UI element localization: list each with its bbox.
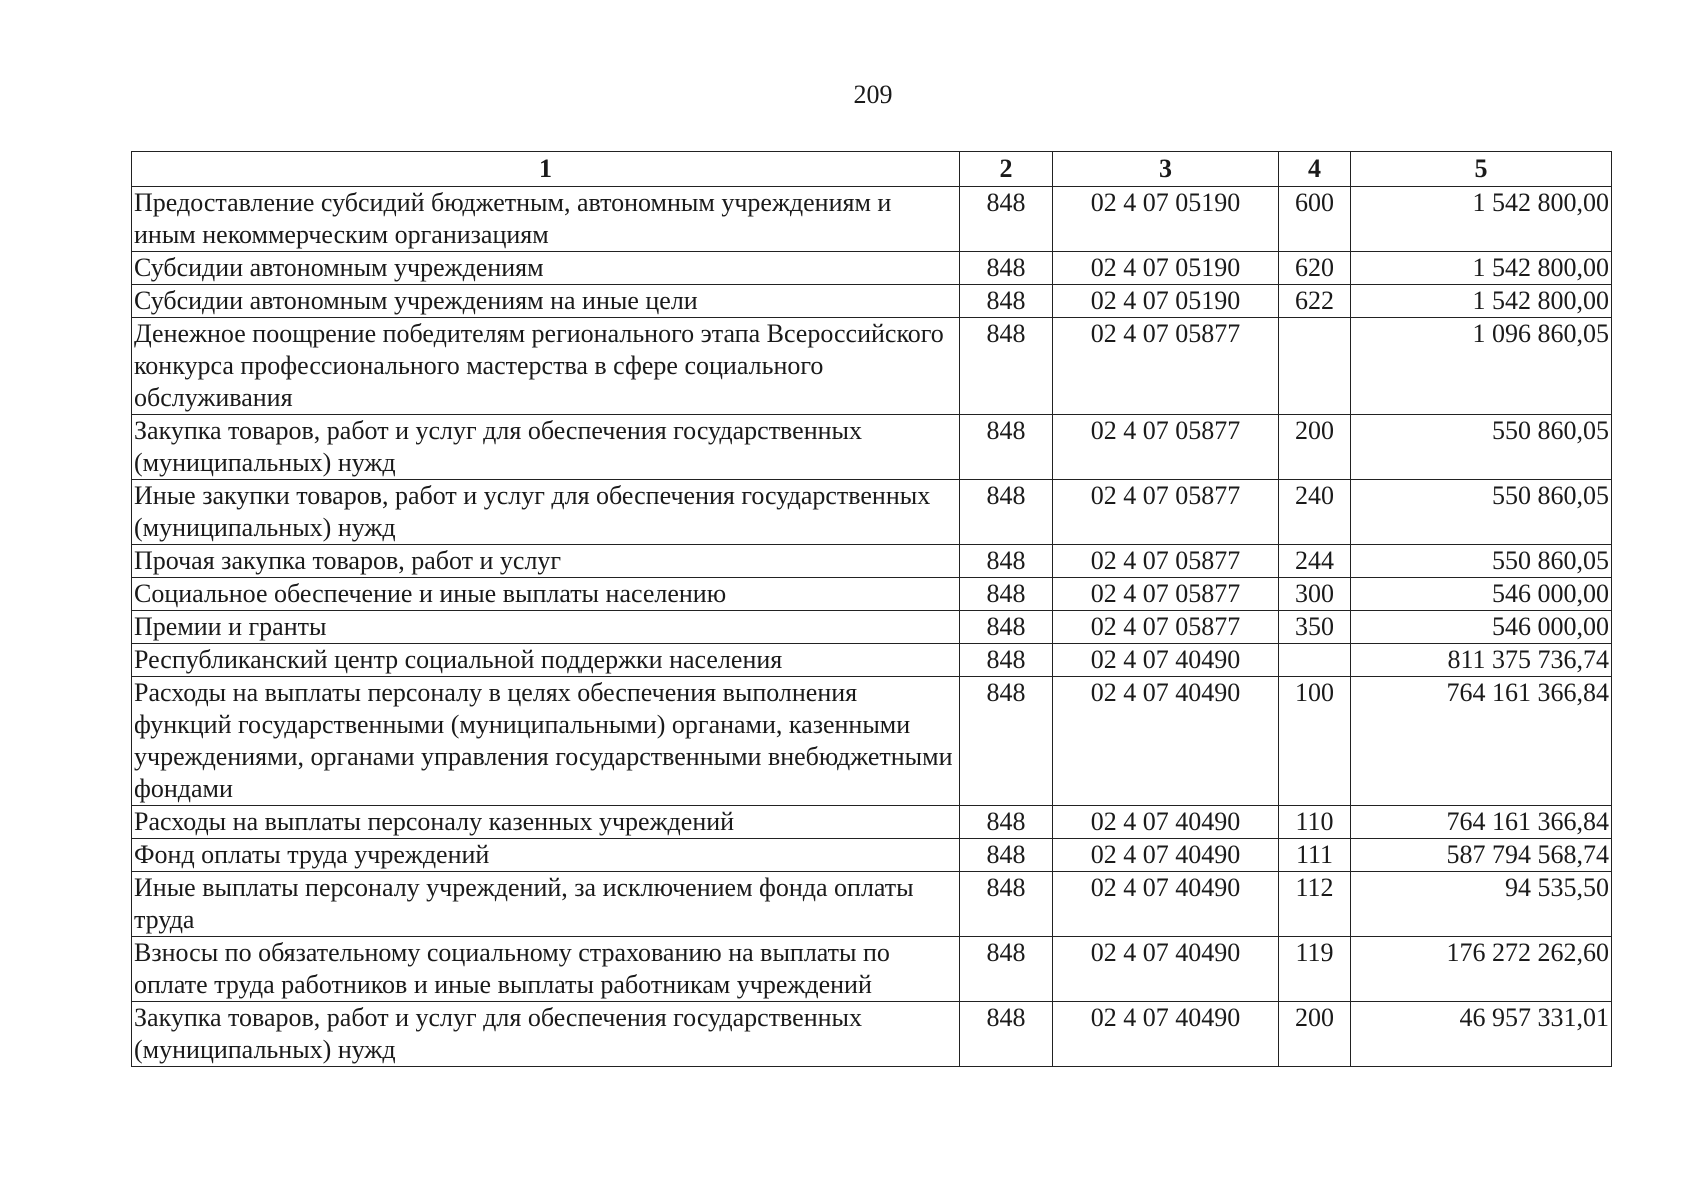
column-header-3: 3 xyxy=(1053,152,1279,187)
cell-ministry-code: 848 xyxy=(960,480,1053,545)
cell-expense-type: 240 xyxy=(1279,480,1351,545)
table-row xyxy=(132,285,1612,318)
cell-name: Закупка товаров, работ и услуг для обеспечения государственных (муниципальных) нужд xyxy=(132,1002,960,1067)
cell-target-article: 02 4 07 05877 xyxy=(1053,415,1279,480)
table-row xyxy=(132,806,1612,839)
cell-ministry-code: 848 xyxy=(960,611,1053,644)
cell-expense-type: 200 xyxy=(1279,415,1351,480)
header-row xyxy=(132,152,1612,187)
cell-target-article: 02 4 07 40490 xyxy=(1053,937,1279,1002)
cell-ministry-code: 848 xyxy=(960,252,1053,285)
cell-target-article: 02 4 07 05877 xyxy=(1053,480,1279,545)
cell-amount: 46 957 331,01 xyxy=(1351,1002,1612,1067)
table-row xyxy=(132,872,1612,937)
cell-expense-type: 622 xyxy=(1279,285,1351,318)
cell-expense-type: 200 xyxy=(1279,1002,1351,1067)
cell-ministry-code: 848 xyxy=(960,578,1053,611)
table-row xyxy=(132,611,1612,644)
cell-target-article: 02 4 07 05190 xyxy=(1053,187,1279,252)
cell-name: Фонд оплаты труда учреждений xyxy=(132,839,960,872)
cell-name: Предоставление субсидий бюджетным, автономным учреждениям и иным некоммерческим организациям xyxy=(132,187,960,252)
cell-amount: 550 860,05 xyxy=(1351,480,1612,545)
cell-target-article: 02 4 07 05190 xyxy=(1053,285,1279,318)
cell-amount: 176 272 262,60 xyxy=(1351,937,1612,1002)
cell-ministry-code: 848 xyxy=(960,644,1053,677)
table-body xyxy=(132,187,1612,1067)
table-row xyxy=(132,318,1612,415)
cell-expense-type: 100 xyxy=(1279,677,1351,806)
cell-name: Прочая закупка товаров, работ и услуг xyxy=(132,545,960,578)
cell-target-article: 02 4 07 40490 xyxy=(1053,644,1279,677)
cell-target-article: 02 4 07 40490 xyxy=(1053,872,1279,937)
cell-amount: 550 860,05 xyxy=(1351,545,1612,578)
cell-target-article: 02 4 07 40490 xyxy=(1053,1002,1279,1067)
cell-amount: 1 542 800,00 xyxy=(1351,252,1612,285)
table-header xyxy=(132,152,1612,187)
table-row xyxy=(132,578,1612,611)
cell-ministry-code: 848 xyxy=(960,839,1053,872)
cell-name: Закупка товаров, работ и услуг для обеспечения государственных (муниципальных) нужд xyxy=(132,415,960,480)
cell-target-article: 02 4 07 05877 xyxy=(1053,318,1279,415)
cell-name: Республиканский центр социальной поддержки населения xyxy=(132,644,960,677)
cell-ministry-code: 848 xyxy=(960,545,1053,578)
cell-expense-type xyxy=(1279,644,1351,677)
cell-ministry-code: 848 xyxy=(960,677,1053,806)
cell-ministry-code: 848 xyxy=(960,318,1053,415)
cell-amount: 811 375 736,74 xyxy=(1351,644,1612,677)
cell-amount: 546 000,00 xyxy=(1351,578,1612,611)
cell-amount: 546 000,00 xyxy=(1351,611,1612,644)
cell-name: Иные закупки товаров, работ и услуг для обеспечения государственных (муниципальных) нужд xyxy=(132,480,960,545)
cell-amount: 1 542 800,00 xyxy=(1351,187,1612,252)
cell-expense-type: 112 xyxy=(1279,872,1351,937)
cell-expense-type: 620 xyxy=(1279,252,1351,285)
cell-name: Расходы на выплаты персоналу в целях обеспечения выполнения функций государственными (муниципальными) органами, казенными учреждениями, органами управления государственными внебюджетными фондами xyxy=(132,677,960,806)
cell-target-article: 02 4 07 05877 xyxy=(1053,545,1279,578)
column-header-5: 5 xyxy=(1351,152,1612,187)
cell-amount: 1 096 860,05 xyxy=(1351,318,1612,415)
cell-ministry-code: 848 xyxy=(960,872,1053,937)
budget-table xyxy=(131,151,1612,1067)
cell-ministry-code: 848 xyxy=(960,937,1053,1002)
table-row xyxy=(132,187,1612,252)
cell-expense-type: 119 xyxy=(1279,937,1351,1002)
page-number: 209 xyxy=(853,80,893,109)
cell-amount: 587 794 568,74 xyxy=(1351,839,1612,872)
cell-amount: 550 860,05 xyxy=(1351,415,1612,480)
table-row xyxy=(132,839,1612,872)
cell-amount: 764 161 366,84 xyxy=(1351,677,1612,806)
table-row xyxy=(132,1002,1612,1067)
cell-name: Субсидии автономным учреждениям xyxy=(132,252,960,285)
cell-ministry-code: 848 xyxy=(960,187,1053,252)
cell-name: Премии и гранты xyxy=(132,611,960,644)
table-row xyxy=(132,252,1612,285)
cell-name: Субсидии автономным учреждениям на иные цели xyxy=(132,285,960,318)
cell-name: Взносы по обязательному социальному страхованию на выплаты по оплате труда работников и иные выплаты работникам учреждений xyxy=(132,937,960,1002)
table-row xyxy=(132,644,1612,677)
cell-name: Расходы на выплаты персоналу казенных учреждений xyxy=(132,806,960,839)
cell-ministry-code: 848 xyxy=(960,1002,1053,1067)
cell-expense-type: 350 xyxy=(1279,611,1351,644)
cell-expense-type: 300 xyxy=(1279,578,1351,611)
cell-amount: 764 161 366,84 xyxy=(1351,806,1612,839)
table-row xyxy=(132,415,1612,480)
cell-target-article: 02 4 07 05190 xyxy=(1053,252,1279,285)
cell-expense-type: 600 xyxy=(1279,187,1351,252)
cell-target-article: 02 4 07 40490 xyxy=(1053,806,1279,839)
cell-expense-type: 244 xyxy=(1279,545,1351,578)
cell-ministry-code: 848 xyxy=(960,806,1053,839)
table-row xyxy=(132,677,1612,806)
cell-ministry-code: 848 xyxy=(960,285,1053,318)
cell-ministry-code: 848 xyxy=(960,415,1053,480)
cell-target-article: 02 4 07 40490 xyxy=(1053,677,1279,806)
cell-target-article: 02 4 07 40490 xyxy=(1053,839,1279,872)
table-row xyxy=(132,480,1612,545)
cell-expense-type xyxy=(1279,318,1351,415)
cell-name: Социальное обеспечение и иные выплаты населению xyxy=(132,578,960,611)
table-row xyxy=(132,545,1612,578)
cell-target-article: 02 4 07 05877 xyxy=(1053,611,1279,644)
cell-target-article: 02 4 07 05877 xyxy=(1053,578,1279,611)
cell-name: Денежное поощрение победителям регионального этапа Всероссийского конкурса профессионального мастерства в сфере социального обслуживания xyxy=(132,318,960,415)
column-header-4: 4 xyxy=(1279,152,1351,187)
column-header-1: 1 xyxy=(132,152,960,187)
cell-expense-type: 110 xyxy=(1279,806,1351,839)
cell-expense-type: 111 xyxy=(1279,839,1351,872)
cell-amount: 94 535,50 xyxy=(1351,872,1612,937)
cell-amount: 1 542 800,00 xyxy=(1351,285,1612,318)
cell-name: Иные выплаты персоналу учреждений, за исключением фонда оплаты труда xyxy=(132,872,960,937)
table-row xyxy=(132,937,1612,1002)
column-header-2: 2 xyxy=(960,152,1053,187)
